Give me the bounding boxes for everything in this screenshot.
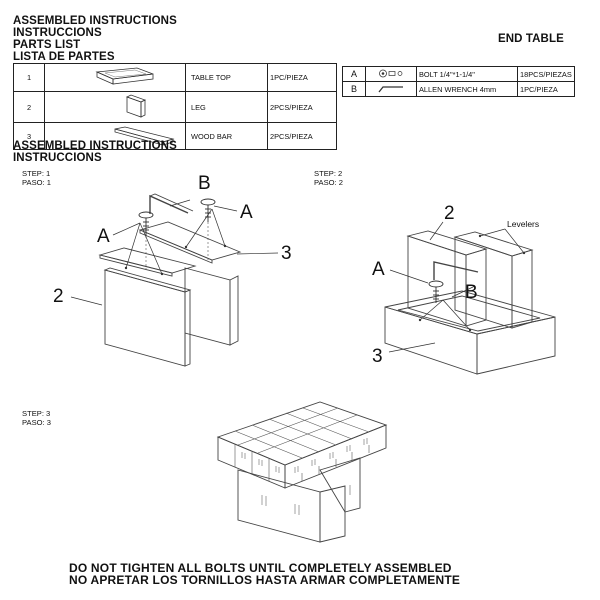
product-name: END TABLE — [498, 33, 564, 45]
part-number: 1 — [14, 64, 45, 92]
step-label-en: STEP: 3 — [22, 409, 51, 418]
hardware-qty: 18PCS/PIEZAS — [518, 67, 575, 82]
hardware-letter: A — [343, 67, 366, 82]
section-title-en: ASSEMBLED INSTRUCTIONS — [13, 140, 177, 152]
parts-list-title-es: LISTA DE PARTES — [13, 51, 115, 63]
part-number: 2 — [14, 92, 45, 123]
hardware-letter: B — [343, 82, 366, 97]
callout-3: 3 — [372, 346, 383, 367]
callout-a: A — [97, 226, 110, 247]
levelers-label: Levelers — [507, 219, 540, 229]
step-label-es: PASO: 1 — [22, 177, 51, 187]
callout-a: A — [240, 202, 253, 223]
hardware-name: BOLT 1/4"*1-1/4" — [417, 67, 518, 82]
parts-list-title: PARTS LIST — [13, 39, 81, 51]
warning-en: DO NOT TIGHTEN ALL BOLTS UNTIL COMPLETELY ASSEMBLED — [69, 561, 452, 575]
header-title-en: ASSEMBLED INSTRUCTIONS — [13, 15, 177, 27]
step-label-es: PASO: 2 — [314, 177, 343, 187]
step-label-es: PASO: 3 — [22, 417, 51, 427]
part-qty: 1PC/PIEZA — [268, 64, 337, 92]
header-title-es: INSTRUCCIONS — [13, 27, 102, 39]
callout-b: B — [198, 173, 211, 194]
callout-2: 2 — [53, 286, 64, 307]
callout-a: A — [372, 259, 385, 280]
warning-es: NO APRETAR LOS TORNILLOS HASTA ARMAR COMPLETAMENTE — [69, 573, 461, 587]
section-title-es: INSTRUCCIONS — [13, 152, 102, 164]
part-number: 3 — [14, 123, 45, 150]
hardware-qty: 1PC/PIEZA — [518, 82, 575, 97]
part-name: LEG — [186, 92, 268, 123]
part-qty: 2PCS/PIEZA — [268, 92, 337, 123]
callout-b: B — [465, 282, 478, 303]
callout-2: 2 — [444, 203, 455, 224]
part-name: WOOD BAR — [186, 123, 268, 150]
callout-3: 3 — [281, 243, 292, 264]
step-label-en: STEP: 2 — [314, 169, 343, 178]
part-name: TABLE TOP — [186, 64, 268, 92]
step-label-en: STEP: 1 — [22, 169, 51, 178]
part-qty: 2PCS/PIEZA — [268, 123, 337, 150]
hardware-name: ALLEN WRENCH 4mm — [417, 82, 518, 97]
